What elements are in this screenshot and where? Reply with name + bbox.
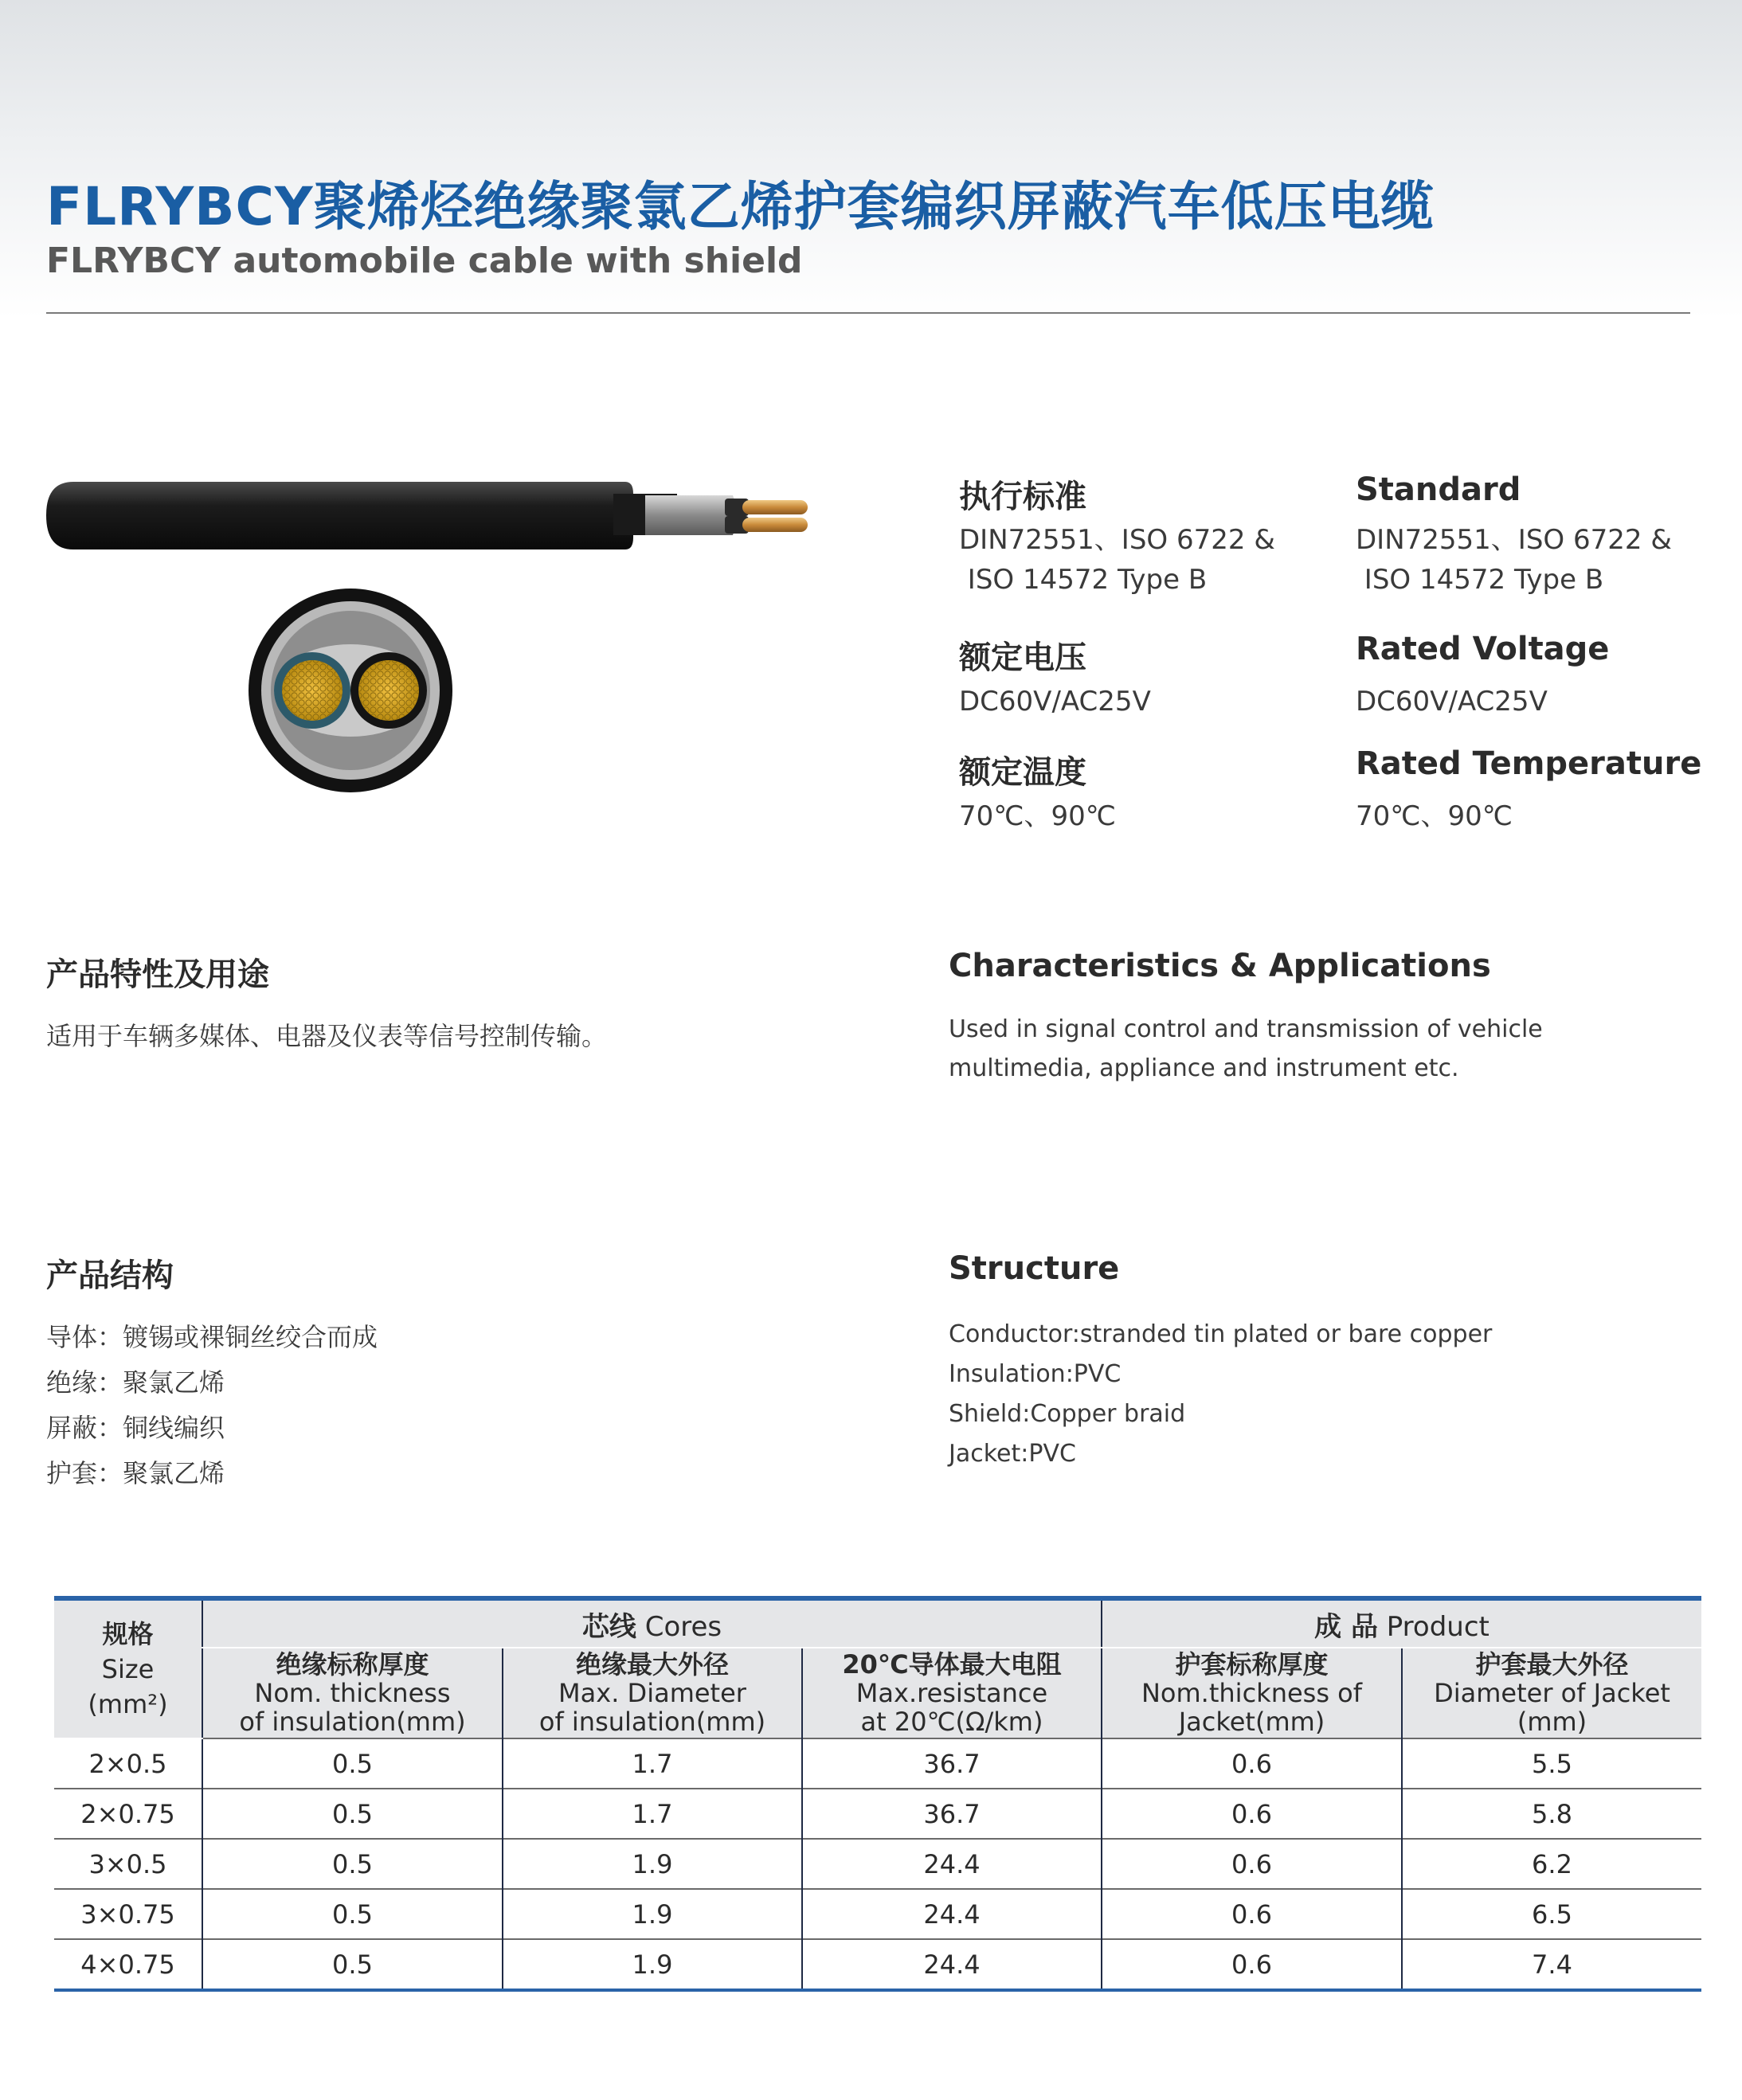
table-row [54, 1889, 1701, 1939]
table-cell: 0.6 [1102, 1939, 1402, 1989]
table-cell: 24.4 [802, 1939, 1102, 1989]
product-header-cn: 成 品 [1314, 1610, 1378, 1643]
characteristics-heading-en: Characteristics & Applications [949, 948, 1491, 984]
standard-heading-en: Standard [1356, 471, 1521, 508]
standard-heading-cn: 执行标准 [959, 479, 1086, 515]
page-title-en: FLRYBCY automobile cable with shield [46, 241, 803, 281]
table-cell: 2×0.5 [54, 1738, 202, 1789]
size-header-en: Size [101, 1654, 155, 1684]
specification-table [54, 1596, 1701, 1992]
size-header [54, 1601, 202, 1738]
table-cell: 0.5 [202, 1939, 503, 1989]
table-cell: 24.4 [802, 1889, 1102, 1939]
structure-item-cn: 护套：聚氯乙烯 [46, 1458, 225, 1488]
table-cell: 6.2 [1402, 1839, 1701, 1889]
table-row [54, 1839, 1701, 1889]
table-cell: 1.9 [503, 1839, 802, 1889]
structure-item-en: Conductor:stranded tin plated or bare copper [949, 1320, 1493, 1348]
column-header-insulation-thickness [202, 1648, 503, 1738]
table-cell: 3×0.5 [54, 1839, 202, 1889]
structure-item-en: Jacket:PVC [949, 1440, 1076, 1468]
structure-item-en: Shield:Copper braid [949, 1400, 1186, 1428]
column-header-cn: 绝缘最大外径 [575, 1649, 729, 1680]
temperature-value-en: 70℃、90℃ [1356, 800, 1513, 832]
column-header-en: Max.resistance [855, 1678, 1048, 1708]
column-header-cn: 护套标称厚度 [1175, 1649, 1329, 1680]
standard-value-en: DIN72551、ISO 6722 & ISO 14572 Type B [1356, 524, 1672, 596]
column-header-cn: 20℃导体最大电阻 [842, 1649, 1062, 1680]
table-cell: 1.7 [503, 1738, 802, 1789]
table-row [54, 1939, 1701, 1989]
table-cell: 5.8 [1402, 1789, 1701, 1839]
characteristics-text-en-line2: multimedia, appliance and instrument etc. [949, 1054, 1459, 1082]
table-cell: 4×0.75 [54, 1939, 202, 1989]
table-cell: 0.5 [202, 1889, 503, 1939]
column-header-en: Jacket(mm) [1178, 1707, 1325, 1737]
structure-item-cn: 绝缘：聚氯乙烯 [46, 1367, 225, 1398]
table-cell: 3×0.75 [54, 1889, 202, 1939]
table-cell: 1.9 [503, 1939, 802, 1989]
structure-item-cn: 屏蔽：铜线编织 [46, 1413, 225, 1443]
table-cell: 0.6 [1102, 1789, 1402, 1839]
temperature-heading-en: Rated Temperature [1356, 745, 1702, 782]
size-header-unit: (mm²) [88, 1689, 168, 1719]
table-cell: 5.5 [1402, 1738, 1701, 1789]
column-header-en: Nom.thickness of [1141, 1678, 1363, 1708]
table-cell: 24.4 [802, 1839, 1102, 1889]
table-cell: 1.7 [503, 1789, 802, 1839]
column-header-en: Nom. thickness [254, 1678, 451, 1708]
page-title-cn: FLRYBCY聚烯烃绝缘聚氯乙烯护套编织屏蔽汽车低压电缆 [46, 176, 1435, 237]
structure-item-en: Insulation:PVC [949, 1360, 1122, 1388]
table-cell: 36.7 [802, 1789, 1102, 1839]
characteristics-heading-cn: 产品特性及用途 [46, 956, 269, 993]
structure-heading-cn: 产品结构 [46, 1257, 174, 1294]
column-header-en: at 20℃(Ω/km) [860, 1707, 1043, 1737]
characteristics-text-cn: 适用于车辆多媒体、电器及仪表等信号控制传输。 [46, 1021, 608, 1051]
size-header-cn: 规格 [102, 1619, 154, 1649]
column-header-jacket-thickness [1102, 1648, 1402, 1738]
table-cell: 7.4 [1402, 1939, 1701, 1989]
table-cell: 0.5 [202, 1839, 503, 1889]
table-row [54, 1789, 1701, 1839]
standard-value-cn: DIN72551、ISO 6722 & ISO 14572 Type B [959, 524, 1275, 596]
table-row [54, 1738, 1701, 1789]
voltage-heading-en: Rated Voltage [1356, 631, 1610, 667]
table-cell: 0.5 [202, 1738, 503, 1789]
structure-item-cn: 导体：镀锡或裸铜丝绞合而成 [46, 1322, 378, 1352]
temperature-heading-cn: 额定温度 [959, 754, 1086, 791]
column-header-jacket-diameter [1402, 1648, 1701, 1738]
structure-heading-en: Structure [949, 1250, 1120, 1287]
table-cell: 6.5 [1402, 1889, 1701, 1939]
column-header-cn: 护套最大外径 [1475, 1649, 1629, 1680]
table-cell: 0.5 [202, 1789, 503, 1839]
table-cell: 1.9 [503, 1889, 802, 1939]
divider [46, 312, 1690, 314]
voltage-value-cn: DC60V/AC25V [959, 686, 1151, 718]
column-header-cn: 绝缘标称厚度 [276, 1649, 429, 1680]
product-header-en: Product [1386, 1610, 1490, 1643]
temperature-value-cn: 70℃、90℃ [959, 800, 1116, 832]
table-cell: 0.6 [1102, 1839, 1402, 1889]
table-cell: 36.7 [802, 1738, 1102, 1789]
voltage-value-en: DC60V/AC25V [1356, 686, 1548, 718]
voltage-heading-cn: 额定电压 [959, 639, 1086, 676]
column-header-resistance [802, 1648, 1102, 1738]
product-group-header [1102, 1601, 1701, 1648]
column-header-en: (mm) [1517, 1707, 1587, 1737]
column-header-en: of insulation(mm) [538, 1707, 766, 1737]
column-header-en: Max. Diameter [558, 1678, 746, 1708]
characteristics-text-en-line1: Used in signal control and transmission of vehicle [949, 1015, 1543, 1043]
table-cell: 2×0.75 [54, 1789, 202, 1839]
cores-group-header [202, 1601, 1102, 1648]
cable-illustration [40, 470, 820, 804]
column-header-en: Diameter of Jacket [1434, 1678, 1670, 1708]
cores-header-en: Cores [644, 1610, 722, 1643]
column-header-en: of insulation(mm) [239, 1707, 466, 1737]
column-header-insulation-diameter [503, 1648, 802, 1738]
table-cell: 0.6 [1102, 1889, 1402, 1939]
table-cell: 0.6 [1102, 1738, 1402, 1789]
cores-header-cn: 芯线 [581, 1610, 636, 1643]
